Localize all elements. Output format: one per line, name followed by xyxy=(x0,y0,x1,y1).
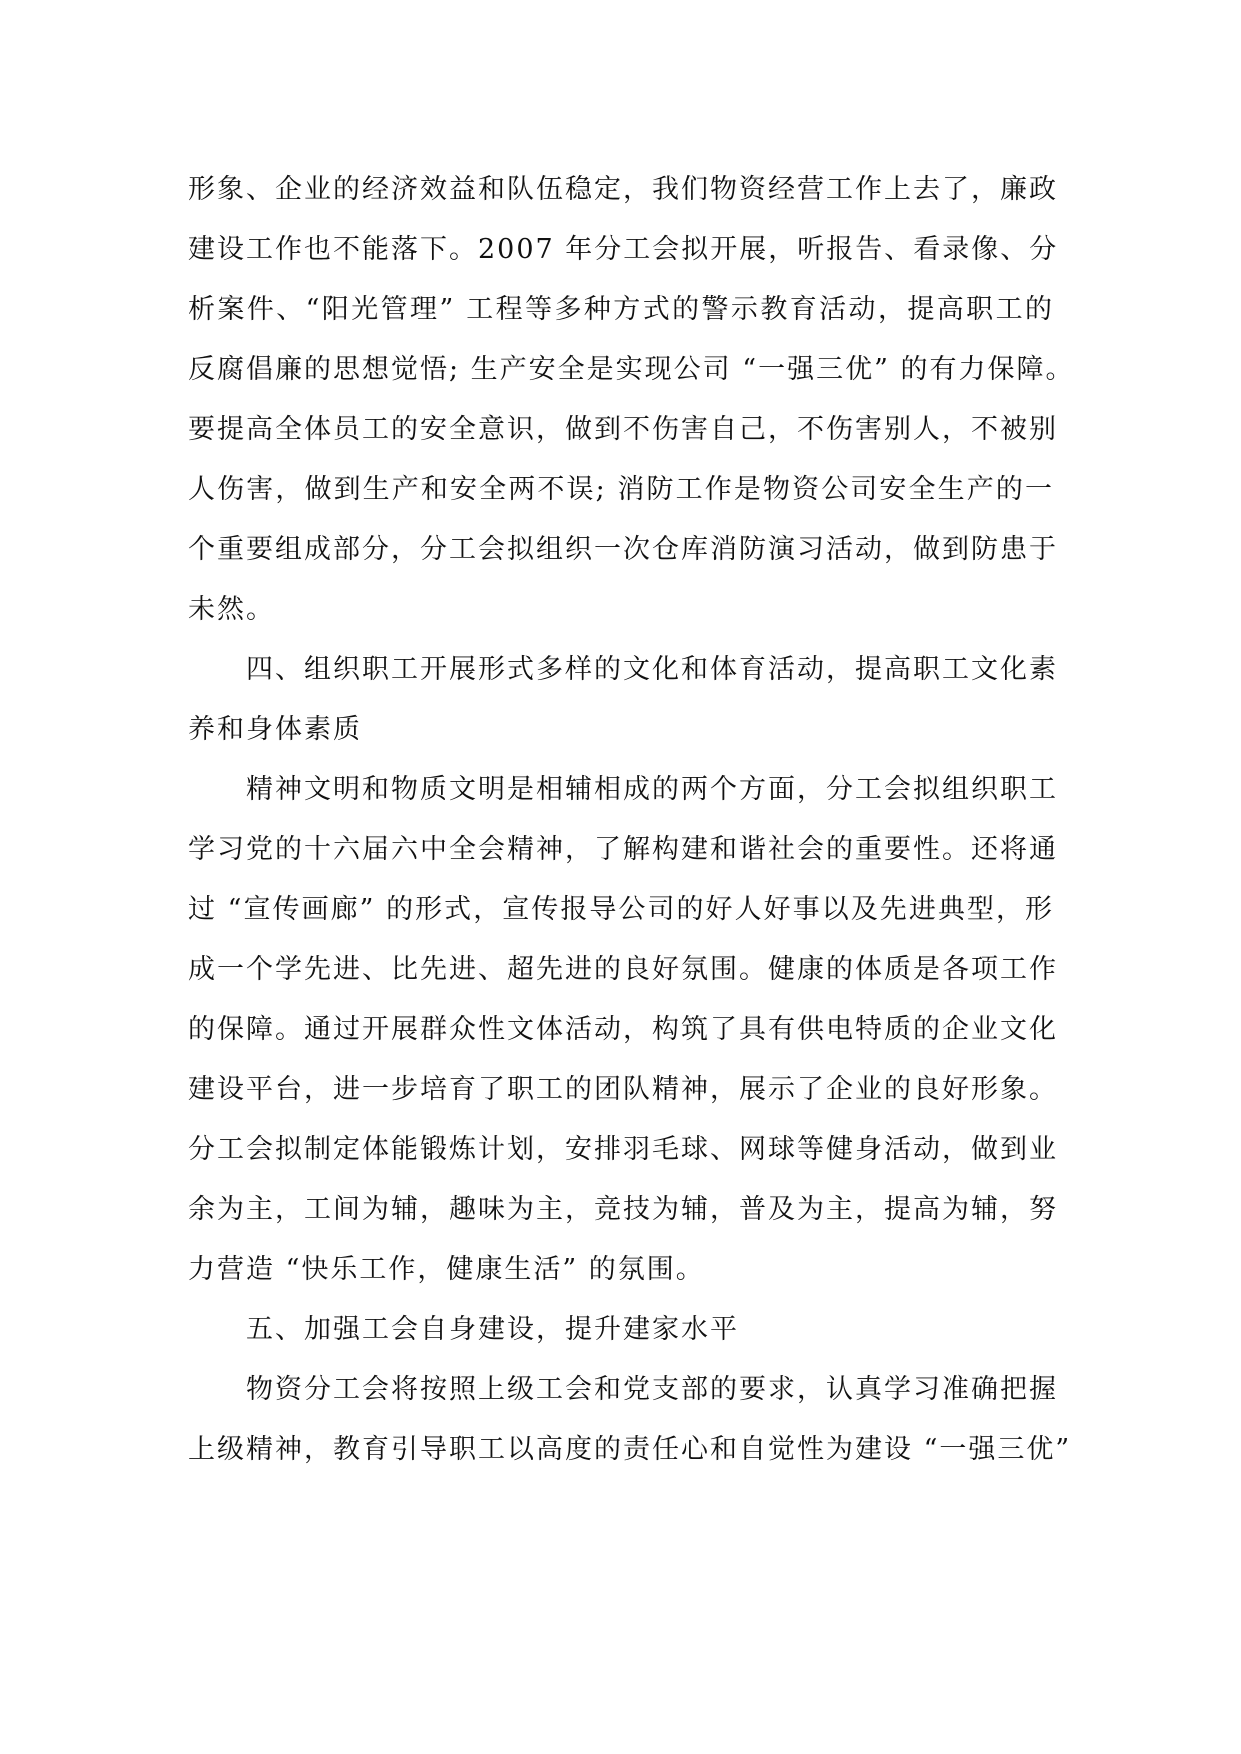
paragraph-integrity-safety xyxy=(188,160,1075,640)
text-line: 个重要组成部分，分工会拟组织一次仓库消防演习活动，做到防患于 xyxy=(188,534,1058,565)
document-body xyxy=(188,160,1075,1480)
text-line: 学习党的十六届六中全会精神，了解构建和谐社会的重要性。还将通 xyxy=(188,834,1058,865)
text-line: 形象、企业的经济效益和队伍稳定，我们物资经营工作上去了，廉政 xyxy=(188,174,1058,205)
text-line: 上级精神，教育引导职工以高度的责任心和自觉性为建设 “一强三优” xyxy=(188,1434,1072,1465)
paragraph-culture-sports xyxy=(188,760,1058,1300)
text-line: 五、加强工会自身建设，提升建家水平 xyxy=(246,1314,739,1345)
text-line: 养和身体素质 xyxy=(188,714,362,745)
text-line: 反腐倡廉的思想觉悟; 生产安全是实现公司 “一强三优” 的有力保障。 xyxy=(188,354,1075,385)
text-line: 分工会拟制定体能锻炼计划，安排羽毛球、网球等健身活动，做到业 xyxy=(188,1134,1058,1165)
text-line: 四、组织职工开展形式多样的文化和体育活动，提高职工文化素 xyxy=(246,654,1058,685)
text-line: 成一个学先进、比先进、超先进的良好氛围。健康的体质是各项工作 xyxy=(188,954,1058,985)
text-line: 未然。 xyxy=(188,594,275,625)
section-heading-five xyxy=(188,1300,1054,1360)
text-line: 精神文明和物质文明是相辅相成的两个方面，分工会拟组织职工 xyxy=(246,774,1058,805)
text-line: 过 “宣传画廊” 的形式，宣传报导公司的好人好事以及先进典型，形 xyxy=(188,894,1054,925)
text-line: 建设平台，进一步培育了职工的团队精神，展示了企业的良好形象。 xyxy=(188,1074,1058,1105)
text-line: 析案件、“阳光管理” 工程等多种方式的警示教育活动，提高职工的 xyxy=(188,294,1054,325)
paragraph-union-building xyxy=(188,1360,1072,1480)
text-line: 的保障。通过开展群众性文体活动，构筑了具有供电特质的企业文化 xyxy=(188,1014,1058,1045)
text-line: 建设工作也不能落下。2007 年分工会拟开展，听报告、看录像、分 xyxy=(188,234,1059,265)
text-line: 余为主，工间为辅，趣味为主，竞技为辅，普及为主，提高为辅，努 xyxy=(188,1194,1058,1225)
text-line: 人伤害，做到生产和安全两不误; 消防工作是物资公司安全生产的一 xyxy=(188,474,1054,505)
section-heading-four xyxy=(188,640,1058,760)
text-line: 要提高全体员工的安全意识，做到不伤害自己，不伤害别人，不被别 xyxy=(188,414,1058,445)
text-line: 力营造 “快乐工作，健康生活” 的氛围。 xyxy=(188,1254,705,1285)
text-line: 物资分工会将按照上级工会和党支部的要求，认真学习准确把握 xyxy=(246,1374,1058,1405)
